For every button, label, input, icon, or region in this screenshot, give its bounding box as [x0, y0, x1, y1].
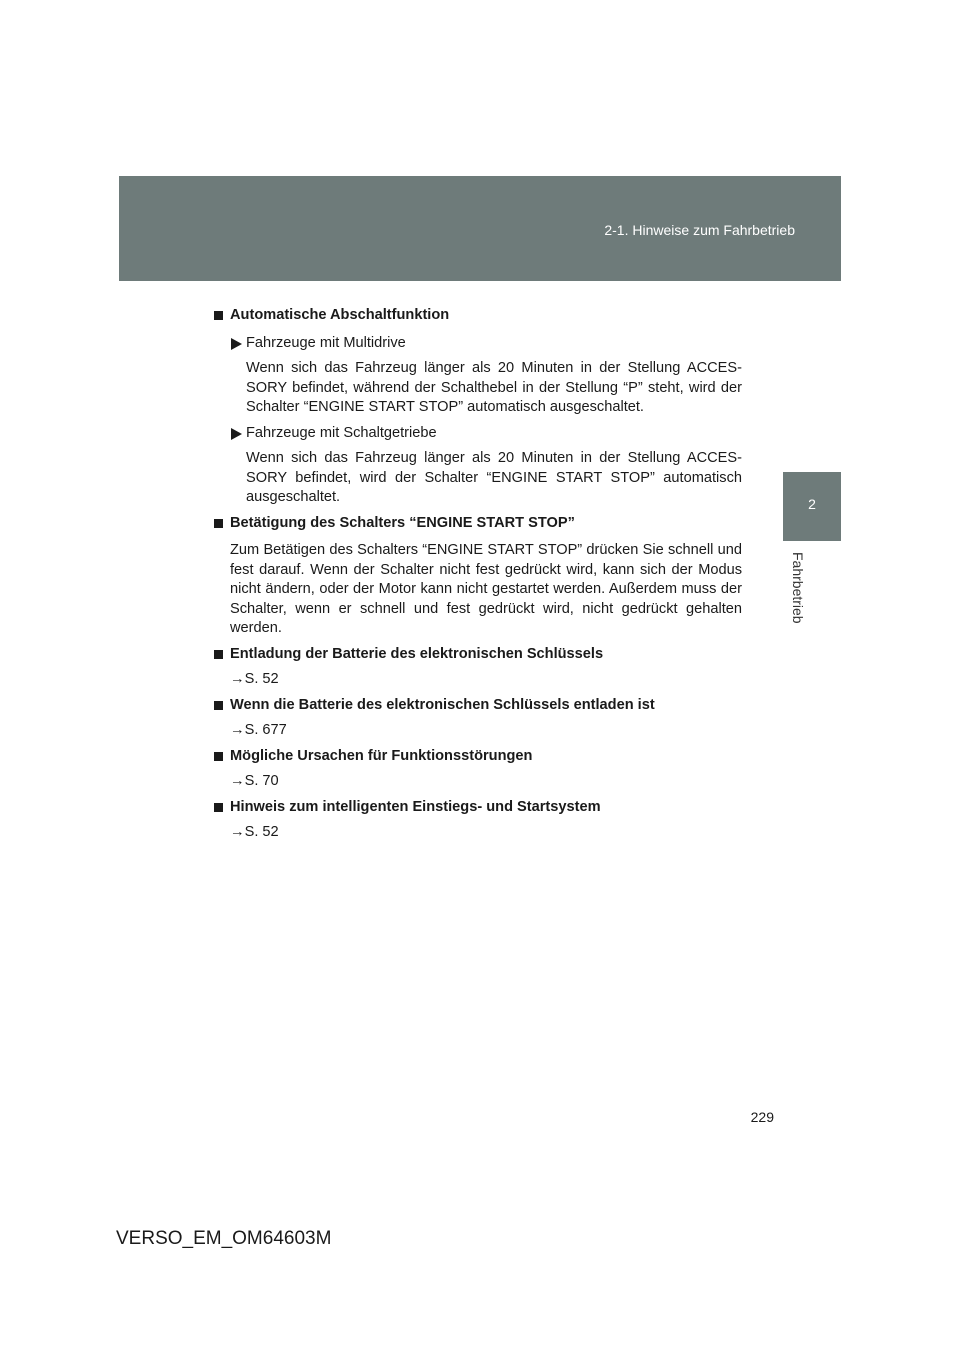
malfunction-ref: →S. 70	[230, 773, 279, 789]
multidrive-item: Fahrzeuge mit Multidrive	[214, 334, 742, 354]
chapter-label: Fahrbetrieb	[790, 552, 806, 624]
chapter-tab	[783, 472, 841, 541]
triangle-bullet-icon	[231, 428, 242, 440]
battery-empty-ref: →S. 677	[230, 722, 287, 738]
header-band	[119, 176, 841, 281]
square-bullet-icon	[214, 519, 223, 528]
main-content	[214, 306, 742, 843]
multidrive-text: Wenn sich das Fahrzeug länger als 20 Minuten in der Stellung ACCES-SORY befindet, während der Schalthebel in der Stellung “P” steht, wird der Schalter “ENGINE START STOP” automatisch ausgeschaltet.	[246, 360, 742, 415]
smart-system-ref: →S. 52	[230, 824, 279, 840]
chapter-number: 2	[808, 496, 816, 512]
square-bullet-icon	[214, 752, 223, 761]
triangle-bullet-icon	[231, 338, 242, 350]
heading-malfunction: Mögliche Ursachen für Funktionsstörungen	[214, 747, 742, 767]
heading-battery-empty: Wenn die Batterie des elektronischen Schlüssels entladen ist	[214, 696, 742, 716]
square-bullet-icon	[214, 803, 223, 812]
page-number: 229	[750, 1109, 774, 1125]
manual-item: Fahrzeuge mit Schaltgetriebe	[214, 424, 742, 444]
section-title: 2-1. Hinweise zum Fahrbetrieb	[604, 222, 795, 238]
heading-switch-operation: Betätigung des Schalters “ENGINE START STOP”	[214, 514, 742, 534]
square-bullet-icon	[214, 701, 223, 710]
manual-text: Wenn sich das Fahrzeug länger als 20 Minuten in der Stellung ACCES-SORY befindet, wird der Schalter “ENGINE START STOP” automatisch ausgeschaltet.	[246, 450, 742, 505]
document-code: VERSO_EM_OM64603M	[116, 1228, 332, 1249]
square-bullet-icon	[214, 311, 223, 320]
battery-discharge-ref: →S. 52	[230, 671, 279, 687]
heading-smart-system: Hinweis zum intelligenten Einstiegs- und Startsystem	[214, 798, 742, 818]
square-bullet-icon	[214, 650, 223, 659]
heading-auto-off: Automatische Abschaltfunktion	[214, 306, 742, 326]
switch-operation-text: Zum Betätigen des Schalters “ENGINE START STOP” drücken Sie schnell und fest darauf. Wenn der Schalter nicht fest gedrückt wird, kann sich der Modus nicht ändern, oder der Motor kann nicht gestartet werden. Außerdem muss der Schalter, wenn er schnell und fest gedrückt wird, nicht gedrückt gehalten werden.	[230, 542, 742, 636]
heading-battery-discharge: Entladung der Batterie des elektronischen Schlüssels	[214, 645, 742, 665]
